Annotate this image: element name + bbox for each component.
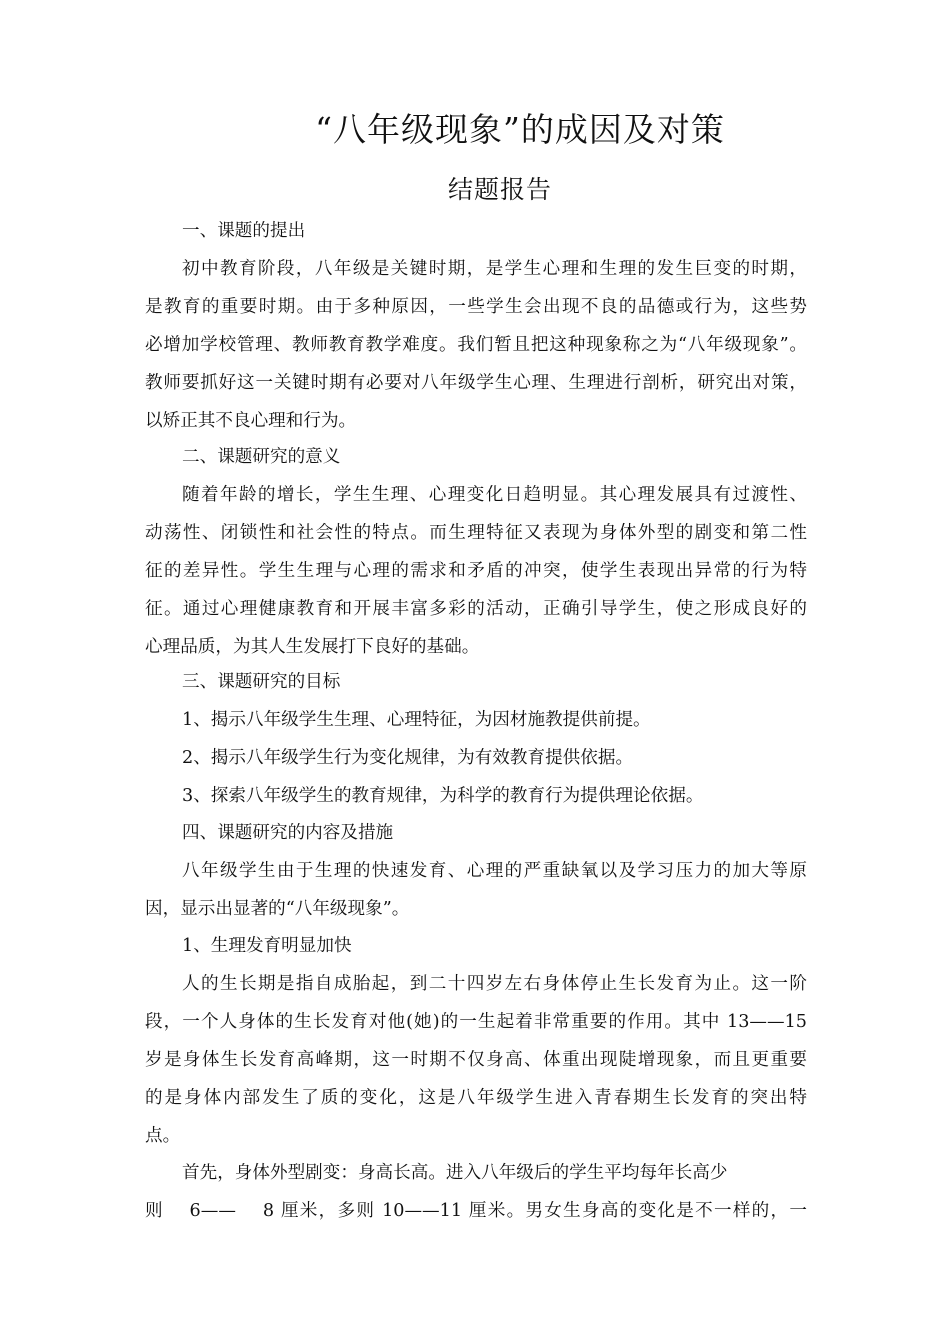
sub-heading: 1、生理发育明显加快 — [182, 936, 352, 956]
paragraph-line: 岁是身体生长发育高峰期，这一时期不仅身高、体重出现陡增现象，而且更重要 — [145, 1050, 807, 1070]
paragraph-line: 是教育的重要时期。由于多种原因，一些学生会出现不良的品德或行为，这些势 — [145, 297, 807, 317]
paragraph-line: 以矫正其不良心理和行为。 — [145, 411, 357, 431]
paragraph-line: 因，显示出显著的“八年级现象”。 — [145, 899, 410, 919]
paragraph-line: 教师要抓好这一关键时期有必要对八年级学生心理、生理进行剖析，研究出对策， — [145, 373, 807, 393]
paragraph-line: 首先，身体外型剧变：身高长高。进入八年级后的学生平均每年长高少 — [182, 1163, 728, 1183]
list-item: 1、揭示八年级学生生理、心理特征，为因材施教提供前提。 — [182, 710, 651, 730]
paragraph-line: 随着年龄的增长，学生生理、心理变化日趋明显。其心理发展具有过渡性、 — [182, 485, 807, 505]
section-heading-4: 四、课题研究的内容及措施 — [182, 823, 394, 843]
list-item: 2、揭示八年级学生行为变化规律，为有效教育提供依据。 — [182, 748, 634, 768]
document-subtitle: 结题报告 — [447, 175, 552, 204]
paragraph-line: 段，一个人身体的生长发育对他(她)的一生起着非常重要的作用。其中 13——15 — [145, 1012, 807, 1032]
paragraph-line: 征的差异性。学生生理与心理的需求和矛盾的冲突，使学生表现出异常的行为特 — [145, 561, 807, 581]
paragraph-line: 则 6—— 8 厘米，多则 10——11 厘米。男女生身高的变化是不一样的，一 — [145, 1201, 807, 1221]
paragraph-line: 心理品质，为其人生发展打下良好的基础。 — [145, 637, 480, 657]
document-title: “八年级现象”的成因及对策 — [315, 110, 725, 149]
section-heading-2: 二、课题研究的意义 — [182, 447, 341, 467]
paragraph-line: 点。 — [145, 1126, 181, 1146]
list-item: 3、探索八年级学生的教育规律，为科学的教育行为提供理论依据。 — [182, 786, 704, 806]
section-heading-1: 一、课题的提出 — [182, 221, 306, 241]
paragraph-line: 动荡性、闭锁性和社会性的特点。而生理特征又表现为身体外型的剧变和第二性 — [145, 523, 807, 543]
paragraph-line: 必增加学校管理、教师教育教学难度。我们暂且把这种现象称之为“八年级现象”。 — [145, 335, 807, 355]
paragraph-line: 的是身体内部发生了质的变化，这是八年级学生进入青春期生长发育的突出特 — [145, 1088, 807, 1108]
paragraph-line: 人的生长期是指自成胎起，到二十四岁左右身体停止生长发育为止。这一阶 — [182, 974, 807, 994]
paragraph-line: 征。通过心理健康教育和开展丰富多彩的活动，正确引导学生，使之形成良好的 — [145, 599, 807, 619]
paragraph-line: 初中教育阶段，八年级是关键时期，是学生心理和生理的发生巨变的时期， — [182, 259, 807, 279]
section-heading-3: 三、课题研究的目标 — [182, 672, 341, 692]
paragraph-line: 八年级学生由于生理的快速发育、心理的严重缺氧以及学习压力的加大等原 — [182, 861, 807, 881]
